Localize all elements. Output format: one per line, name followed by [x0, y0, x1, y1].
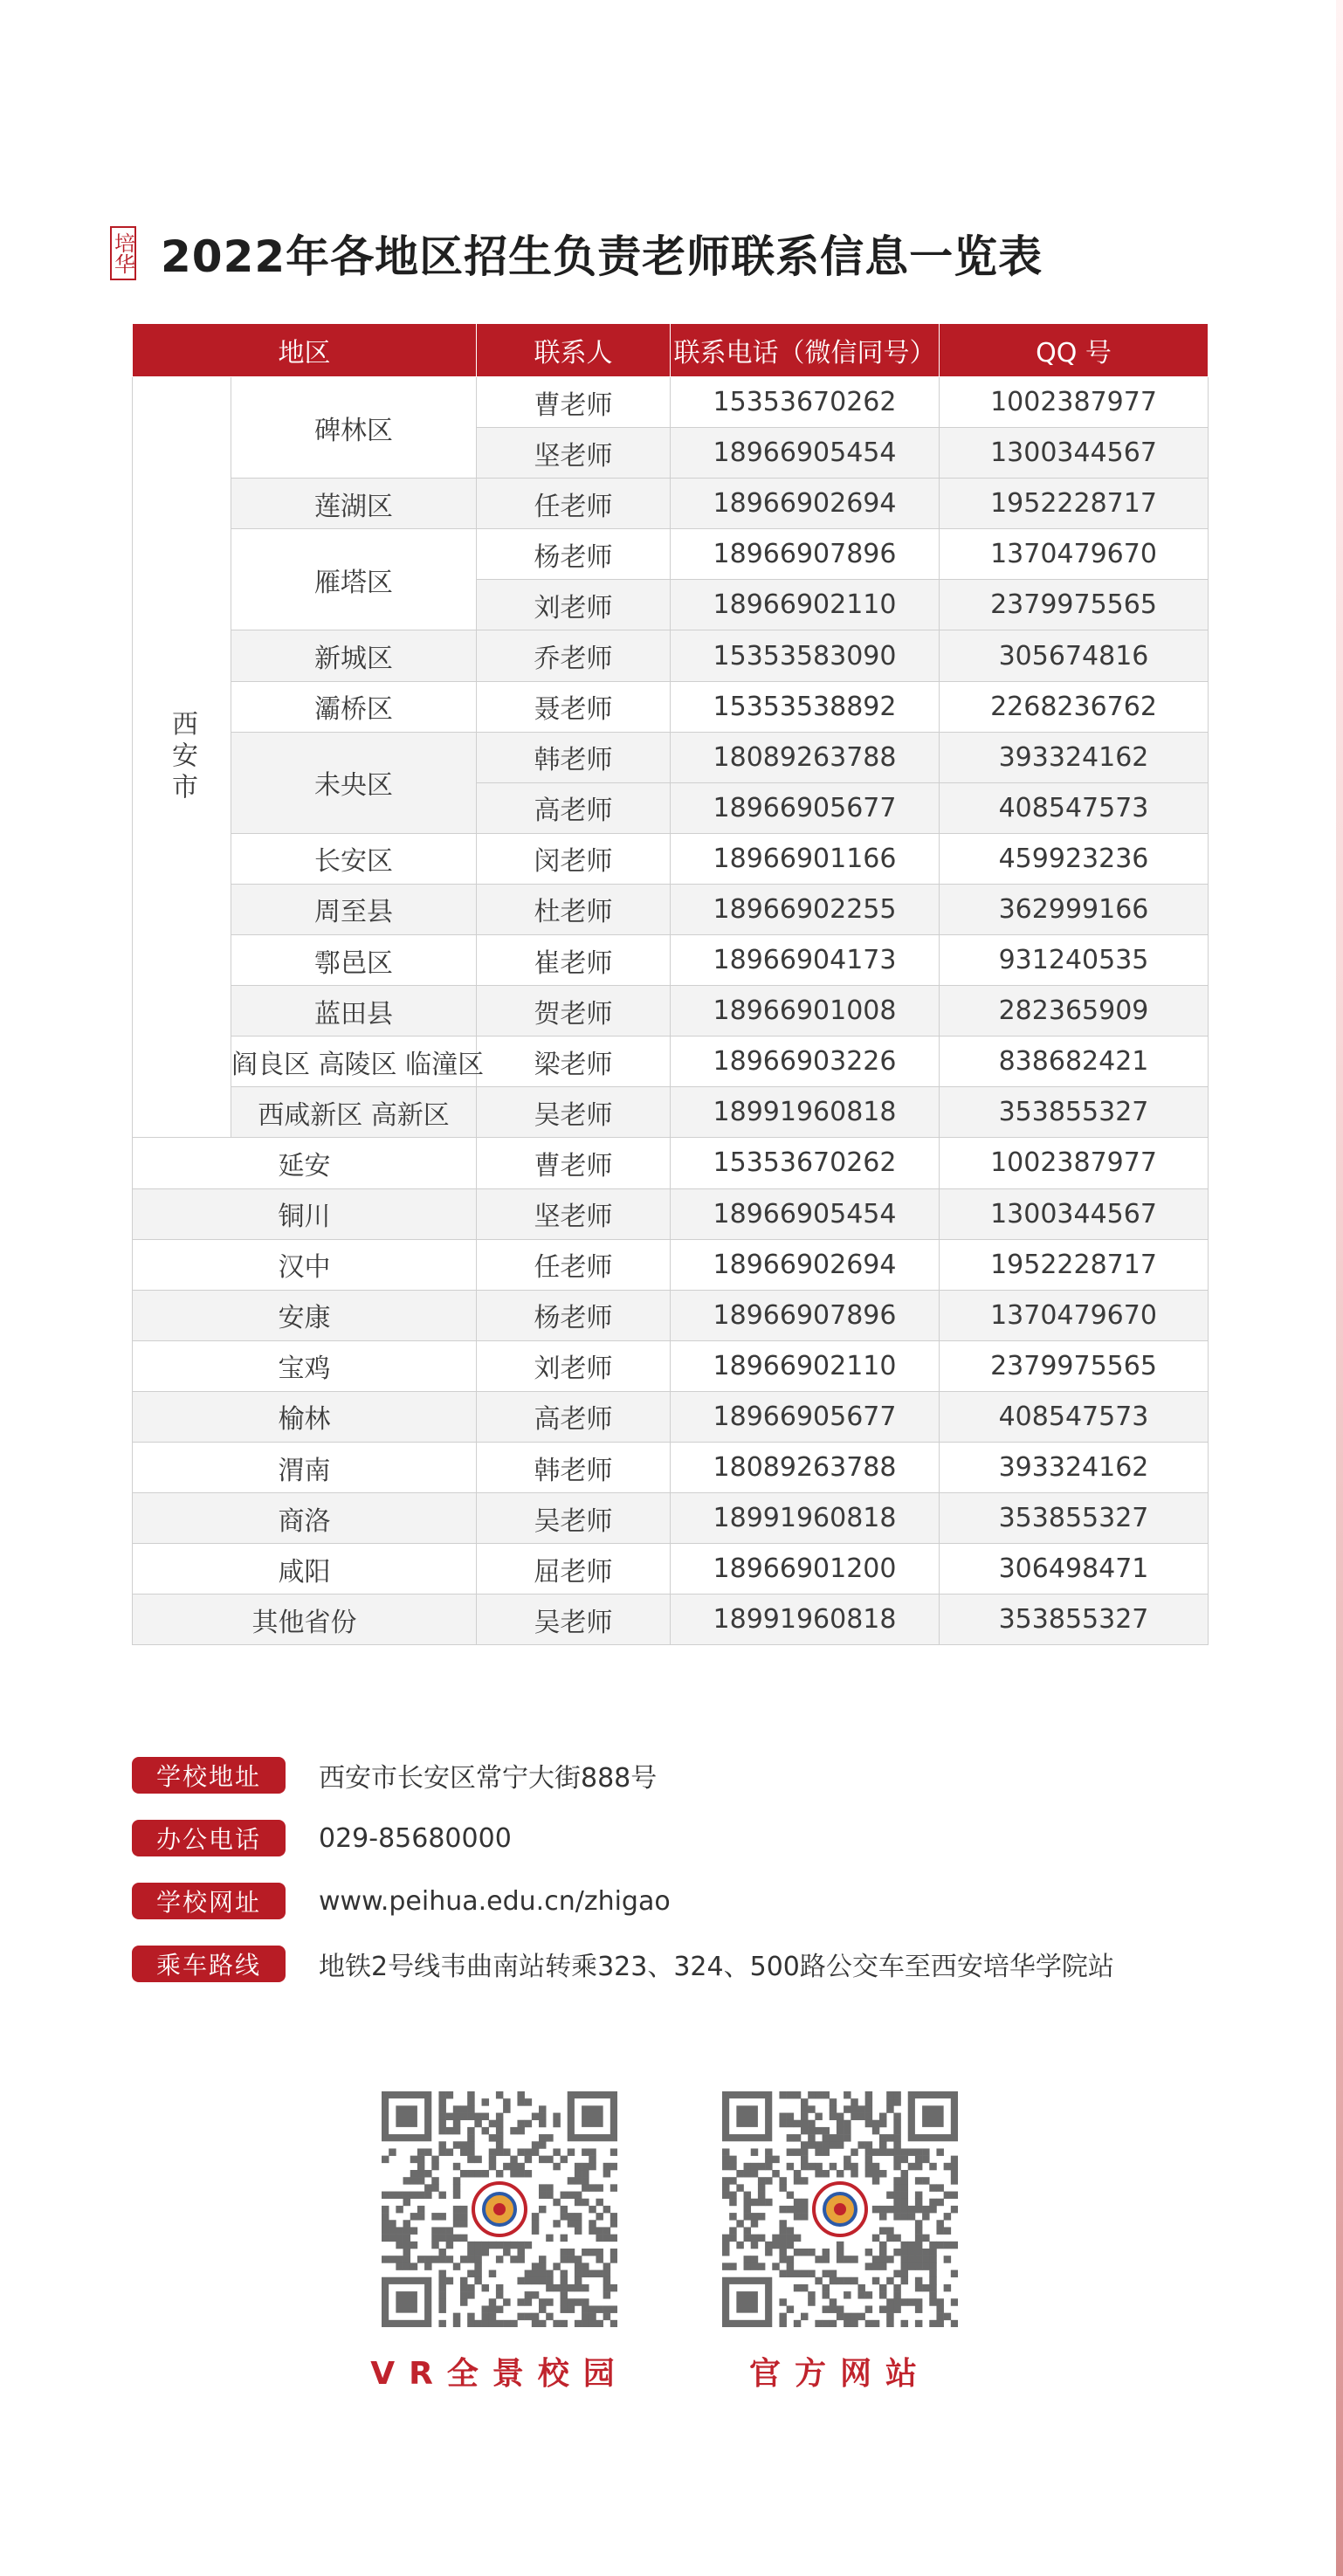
qr-label-vr-campus: VR全景校园 [370, 2356, 629, 2392]
table-row [133, 1188, 1209, 1239]
qr-pattern [722, 2091, 958, 2327]
contact-cell: 崔老师 [477, 935, 671, 986]
contact-cell: 坚老师 [477, 1188, 671, 1239]
qq-cell: 408547573 [940, 1391, 1209, 1442]
contact-cell: 曹老师 [477, 1138, 671, 1188]
table-row [133, 1391, 1209, 1442]
contact-cell: 贺老师 [477, 986, 671, 1037]
contact-cell: 高老师 [477, 782, 671, 833]
district-cell: 碑林区 [231, 377, 477, 479]
qq-cell: 1370479670 [940, 1290, 1209, 1340]
address-label-badge: 学校地址 [132, 1757, 286, 1794]
decorative-edge-stripe [1336, 0, 1343, 2576]
city-cell-xian: 西安市 [133, 377, 231, 1138]
phone-cell: 18991960818 [671, 1087, 940, 1138]
phone-cell: 18966905677 [671, 1391, 940, 1442]
phone-cell: 18966901200 [671, 1544, 940, 1595]
district-cell: 灞桥区 [231, 681, 477, 732]
qq-cell: 408547573 [940, 782, 1209, 833]
header-phone: 联系电话（微信同号） [671, 324, 940, 377]
table-row [133, 1442, 1209, 1492]
phone-cell: 18966907896 [671, 1290, 940, 1340]
phone-cell: 18966907896 [671, 529, 940, 580]
table-row [133, 1340, 1209, 1391]
contact-cell: 屈老师 [477, 1544, 671, 1595]
phone-cell: 18966904173 [671, 935, 940, 986]
qr-label-official-site: 官方网站 [748, 2356, 931, 2392]
contact-cell: 闵老师 [477, 833, 671, 884]
contact-cell: 韩老师 [477, 1442, 671, 1492]
qq-cell: 1370479670 [940, 529, 1209, 580]
region-cell: 咸阳 [133, 1544, 477, 1595]
phone-cell: 18966902110 [671, 1340, 940, 1391]
office-phone-value: 029-85680000 [319, 1822, 512, 1854]
phone-cell: 15353670262 [671, 377, 940, 428]
seal-logo-icon: 培华 [110, 226, 136, 280]
office-phone-label-badge: 办公电话 [132, 1820, 286, 1856]
school-info-section [132, 1755, 1114, 2007]
district-cell: 周至县 [231, 884, 477, 934]
region-cell: 延安 [133, 1138, 477, 1188]
info-row-phone [132, 1818, 1114, 1858]
contact-cell: 杜老师 [477, 884, 671, 934]
district-cell: 未央区 [231, 732, 477, 833]
table-row [133, 884, 1209, 934]
region-cell: 安康 [133, 1290, 477, 1340]
district-cell: 西咸新区 高新区 [231, 1087, 477, 1138]
district-cell: 长安区 [231, 833, 477, 884]
info-row-route [132, 1944, 1114, 1984]
contact-cell: 任老师 [477, 1239, 671, 1290]
qr-code-icon[interactable] [382, 2091, 617, 2327]
table-row [133, 1544, 1209, 1595]
region-cell: 商洛 [133, 1493, 477, 1544]
table-row [133, 1239, 1209, 1290]
header-region: 地区 [133, 324, 477, 377]
district-cell: 阎良区 高陵区 临潼区 [231, 1037, 477, 1087]
contact-cell: 坚老师 [477, 428, 671, 479]
qq-cell: 1300344567 [940, 428, 1209, 479]
table-row [133, 732, 1209, 782]
qq-cell: 2379975565 [940, 580, 1209, 630]
qq-cell: 1002387977 [940, 377, 1209, 428]
table-row [133, 529, 1209, 580]
route-value: 地铁2号线韦曲南站转乘323、324、500路公交车至西安培华学院站 [319, 1952, 1114, 1982]
qr-code-icon[interactable] [722, 2091, 958, 2327]
route-label-badge: 乘车路线 [132, 1946, 286, 1982]
contact-cell: 杨老师 [477, 529, 671, 580]
phone-cell: 18966902694 [671, 479, 940, 529]
table-row [133, 1493, 1209, 1544]
qq-cell: 1002387977 [940, 1138, 1209, 1188]
contact-cell: 刘老师 [477, 1340, 671, 1391]
phone-cell: 15353583090 [671, 630, 940, 681]
table-row [133, 1290, 1209, 1340]
table-row [133, 681, 1209, 732]
table-row [133, 479, 1209, 529]
phone-cell: 18991960818 [671, 1595, 940, 1645]
header-contact: 联系人 [477, 324, 671, 377]
contact-cell: 刘老师 [477, 580, 671, 630]
district-cell: 莲湖区 [231, 479, 477, 529]
qq-cell: 1952228717 [940, 479, 1209, 529]
qq-cell: 282365909 [940, 986, 1209, 1037]
contact-table [132, 323, 1209, 1645]
region-cell: 铜川 [133, 1188, 477, 1239]
phone-cell: 18966902110 [671, 580, 940, 630]
phone-cell: 18966905454 [671, 1188, 940, 1239]
contact-cell: 杨老师 [477, 1290, 671, 1340]
table-header-row [133, 324, 1209, 377]
info-row-address [132, 1755, 1114, 1795]
contact-cell: 梁老师 [477, 1037, 671, 1087]
qq-cell: 1952228717 [940, 1239, 1209, 1290]
phone-cell: 15353538892 [671, 681, 940, 732]
region-cell: 其他省份 [133, 1595, 477, 1645]
table-row [133, 1138, 1209, 1188]
region-cell: 汉中 [133, 1239, 477, 1290]
region-cell: 宝鸡 [133, 1340, 477, 1391]
phone-cell: 18089263788 [671, 1442, 940, 1492]
table-row [133, 1595, 1209, 1645]
phone-cell: 18966903226 [671, 1037, 940, 1087]
region-cell: 榆林 [133, 1391, 477, 1442]
page-title-bar [110, 223, 1043, 284]
table-row [133, 986, 1209, 1037]
phone-cell: 18966905454 [671, 428, 940, 479]
address-value: 西安市长安区常宁大街888号 [319, 1763, 658, 1794]
qq-cell: 838682421 [940, 1037, 1209, 1087]
contact-cell: 韩老师 [477, 732, 671, 782]
phone-cell: 18966902255 [671, 884, 940, 934]
qr-pattern [382, 2091, 617, 2327]
qq-cell: 353855327 [940, 1595, 1209, 1645]
phone-cell: 18991960818 [671, 1493, 940, 1544]
qq-cell: 931240535 [940, 935, 1209, 986]
table-row [133, 1087, 1209, 1138]
qq-cell: 1300344567 [940, 1188, 1209, 1239]
phone-cell: 18966905677 [671, 782, 940, 833]
qq-cell: 2268236762 [940, 681, 1209, 732]
table-row [133, 630, 1209, 681]
qq-cell: 353855327 [940, 1087, 1209, 1138]
website-link[interactable]: www.peihua.edu.cn/zhigao [319, 1885, 671, 1917]
website-label-badge: 学校网址 [132, 1883, 286, 1919]
table-row [133, 935, 1209, 986]
phone-cell: 18966901166 [671, 833, 940, 884]
table-row [133, 1037, 1209, 1087]
region-cell: 渭南 [133, 1442, 477, 1492]
qq-cell: 305674816 [940, 630, 1209, 681]
phone-cell: 18089263788 [671, 732, 940, 782]
phone-cell: 18966901008 [671, 986, 940, 1037]
contact-cell: 高老师 [477, 1391, 671, 1442]
qq-cell: 353855327 [940, 1493, 1209, 1544]
info-row-website [132, 1881, 1114, 1921]
qq-cell: 459923236 [940, 833, 1209, 884]
contact-cell: 任老师 [477, 479, 671, 529]
district-cell: 新城区 [231, 630, 477, 681]
contact-cell: 乔老师 [477, 630, 671, 681]
district-cell: 雁塔区 [231, 529, 477, 630]
contact-cell: 聂老师 [477, 681, 671, 732]
contact-cell: 吴老师 [477, 1595, 671, 1645]
district-cell: 蓝田县 [231, 986, 477, 1037]
district-cell: 鄠邑区 [231, 935, 477, 986]
contact-cell: 曹老师 [477, 377, 671, 428]
page-title: 2022年各地区招生负责老师联系信息一览表 [161, 231, 1043, 282]
qq-cell: 2379975565 [940, 1340, 1209, 1391]
table-row [133, 833, 1209, 884]
phone-cell: 15353670262 [671, 1138, 940, 1188]
qq-cell: 393324162 [940, 1442, 1209, 1492]
contact-cell: 吴老师 [477, 1087, 671, 1138]
table-row [133, 377, 1209, 428]
qq-cell: 306498471 [940, 1544, 1209, 1595]
header-qq: QQ 号 [940, 324, 1209, 377]
qq-cell: 362999166 [940, 884, 1209, 934]
qq-cell: 393324162 [940, 732, 1209, 782]
phone-cell: 18966902694 [671, 1239, 940, 1290]
contact-cell: 吴老师 [477, 1493, 671, 1544]
